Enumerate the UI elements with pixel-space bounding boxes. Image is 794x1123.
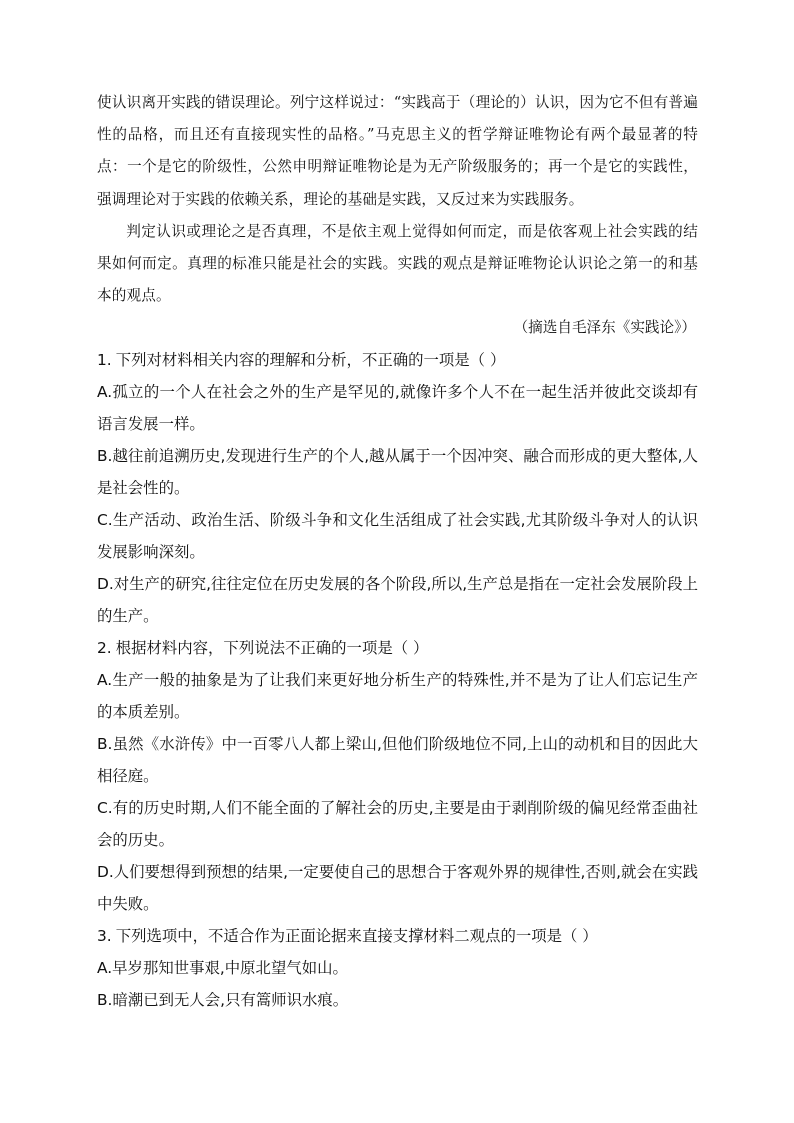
option-c: C.生产活动、政治生活、阶级斗争和文化生活组成了社会实践,尤其阶级斗争对人的认识发展影响深刻。 [97, 511, 698, 562]
passage-paragraph: 判定认识或理论之是否真理，不是依主观上觉得如何而定，而是依客观上社会实践的结果如何而定。真理的标准只能是社会的实践。实践的观点是辩证唯物论认识论之第一的和基本的观点。 [97, 222, 698, 305]
question-stem [97, 344, 698, 376]
passage [97, 87, 698, 344]
question-list [97, 344, 698, 1016]
option-a: A.早岁那知世事艰,中原北望气如山。 [97, 959, 348, 978]
option-a: A.生产一般的抽象是为了让我们来更好地分析生产的特殊性,并不是为了让人们忘记生产的本质差别。 [97, 671, 698, 722]
question-number: 3. [97, 927, 112, 946]
question-3 [97, 920, 698, 1016]
option-b: B.暗潮已到无人会,只有篙师识水痕。 [97, 991, 349, 1010]
option-b: B.越往前追溯历史,发现进行生产的个人,越从属于一个因冲突、融合而形成的更大整体,人是社会性的。 [97, 447, 698, 498]
question-text: 根据材料内容，下列说法不正确的一项是（ ） [115, 639, 429, 658]
passage-paragraph: 使认识离开实践的错误理论。列宁这样说过：“实践高于（理论的）认识，因为它不但有普遍性的品格，而且还有直接现实性的品格。”马克思主义的哲学辩证唯物论有两个最显著的特点：一个是它的阶级性，公然申明辩证唯物论是为无产阶级服务的；再一个是它的实践性，强调理论对于实践的依赖关系，理论的基础是实践，又反过来为实践服务。 [97, 94, 698, 208]
option-b: B.虽然《水浒传》中一百零八人都上梁山,但他们阶级地位不同,上山的动机和目的因此大相径庭。 [97, 735, 698, 786]
question-1 [97, 344, 698, 632]
question-number: 1. [97, 351, 112, 370]
question-text: 下列对材料相关内容的理解和分析，不正确的一项是（ ） [115, 351, 506, 370]
question-stem [97, 632, 698, 664]
option-a: A.孤立的一个人在社会之外的生产是罕见的,就像许多个人不在一起生活并彼此交谈却有语言发展一样。 [97, 383, 698, 434]
question-number: 2. [97, 639, 112, 658]
question-2 [97, 632, 698, 920]
option-d: D.人们要想得到预想的结果,一定要使自己的思想合于客观外界的规律性,否则,就会在实践中失败。 [97, 863, 698, 914]
passage-source: （摘选自毛泽东《实践论》） [513, 319, 696, 337]
option-d: D.对生产的研究,往往定位在历史发展的各个阶段,所以,生产总是指在一定社会发展阶段上的生产。 [97, 575, 698, 626]
question-stem [97, 920, 698, 952]
question-text: 下列选项中，不适合作为正面论据来直接支撑材料二观点的一项是（ ） [115, 927, 598, 946]
option-c: C.有的历史时期,人们不能全面的了解社会的历史,主要是由于剥削阶级的偏见经常歪曲社会的历史。 [97, 799, 698, 850]
